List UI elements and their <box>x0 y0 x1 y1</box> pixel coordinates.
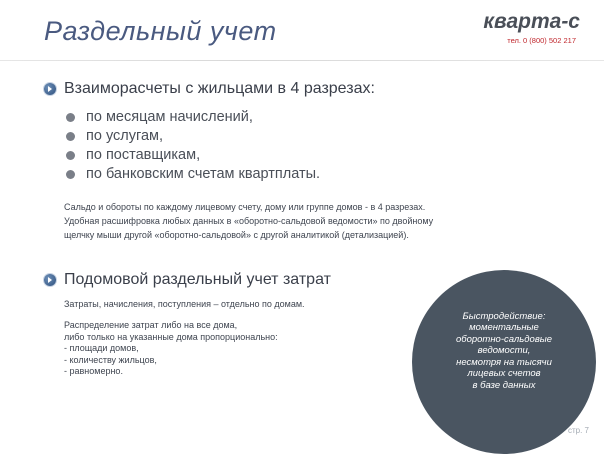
callout-line: Быстродействие: <box>462 311 546 323</box>
section-heading-settlements: Взаиморасчеты с жильцами в 4 разрезах: <box>64 80 375 97</box>
paragraph-line: Сальдо и обороты по каждому лицевому счету, дому или группе домов - в 4 разрезах. <box>64 202 426 212</box>
page-number: стр. 7 <box>568 426 590 435</box>
cost-distribution-block <box>64 320 278 378</box>
callout-line: оборотно-сальдовые <box>455 333 553 345</box>
section-heading-cost-accounting: Подомовой раздельный учет затрат <box>64 271 331 288</box>
callout-line: в базе данных <box>472 379 536 391</box>
paragraph-line: Затраты, начисления, поступления – отдельно по домам. <box>64 299 305 309</box>
paragraph-line: Распределение затрат либо на все дома, <box>64 320 238 330</box>
bullet-dot-icon <box>66 132 75 141</box>
settlements-description <box>64 200 504 242</box>
list-item <box>64 165 320 184</box>
list-item-label: по поставщикам, <box>86 147 201 163</box>
company-logo <box>440 10 580 45</box>
list-item <box>64 146 320 165</box>
cost-accounting-summary <box>64 299 305 311</box>
logo-phone: тел. 0 (800) 502 217 <box>507 36 576 45</box>
list-item-label: по месяцам начислений, <box>86 109 253 125</box>
settlements-list <box>64 108 320 184</box>
paragraph-line: либо только на указанные дома пропорционально: <box>64 331 278 342</box>
callout-line: несмотря на тысячи <box>456 356 552 368</box>
list-item <box>64 127 320 146</box>
paragraph-line: Удобная расшифровка любых данных в «оборотно-сальдовой ведомости» по двойному <box>64 216 434 226</box>
slide-title: Раздельный учет <box>44 16 277 46</box>
bullet-dot-icon <box>66 113 75 122</box>
callout-line: моментальные <box>469 322 539 334</box>
callout-line: лицевых счетов <box>467 368 541 380</box>
bullet-dot-icon <box>66 170 75 179</box>
paragraph-line: - количеству жильцов, <box>64 354 157 365</box>
logo-brand: кварта-с <box>483 10 580 33</box>
list-item <box>64 108 320 127</box>
list-item-label: по банковским счетам квартплаты. <box>86 166 321 182</box>
callout-line: ведомости, <box>477 345 531 357</box>
arrow-bullet-icon <box>44 83 56 95</box>
list-item-label: по услугам, <box>86 128 164 144</box>
paragraph-line: щелчку мыши другой «оборотно-сальдовой» с другой аналитикой (детализацией). <box>64 230 409 240</box>
arrow-bullet-icon <box>44 274 56 286</box>
paragraph-line: - площади домов, <box>64 343 139 353</box>
bullet-dot-icon <box>66 151 75 160</box>
paragraph-line: - равномерно. <box>64 366 123 376</box>
header-divider <box>0 60 604 61</box>
